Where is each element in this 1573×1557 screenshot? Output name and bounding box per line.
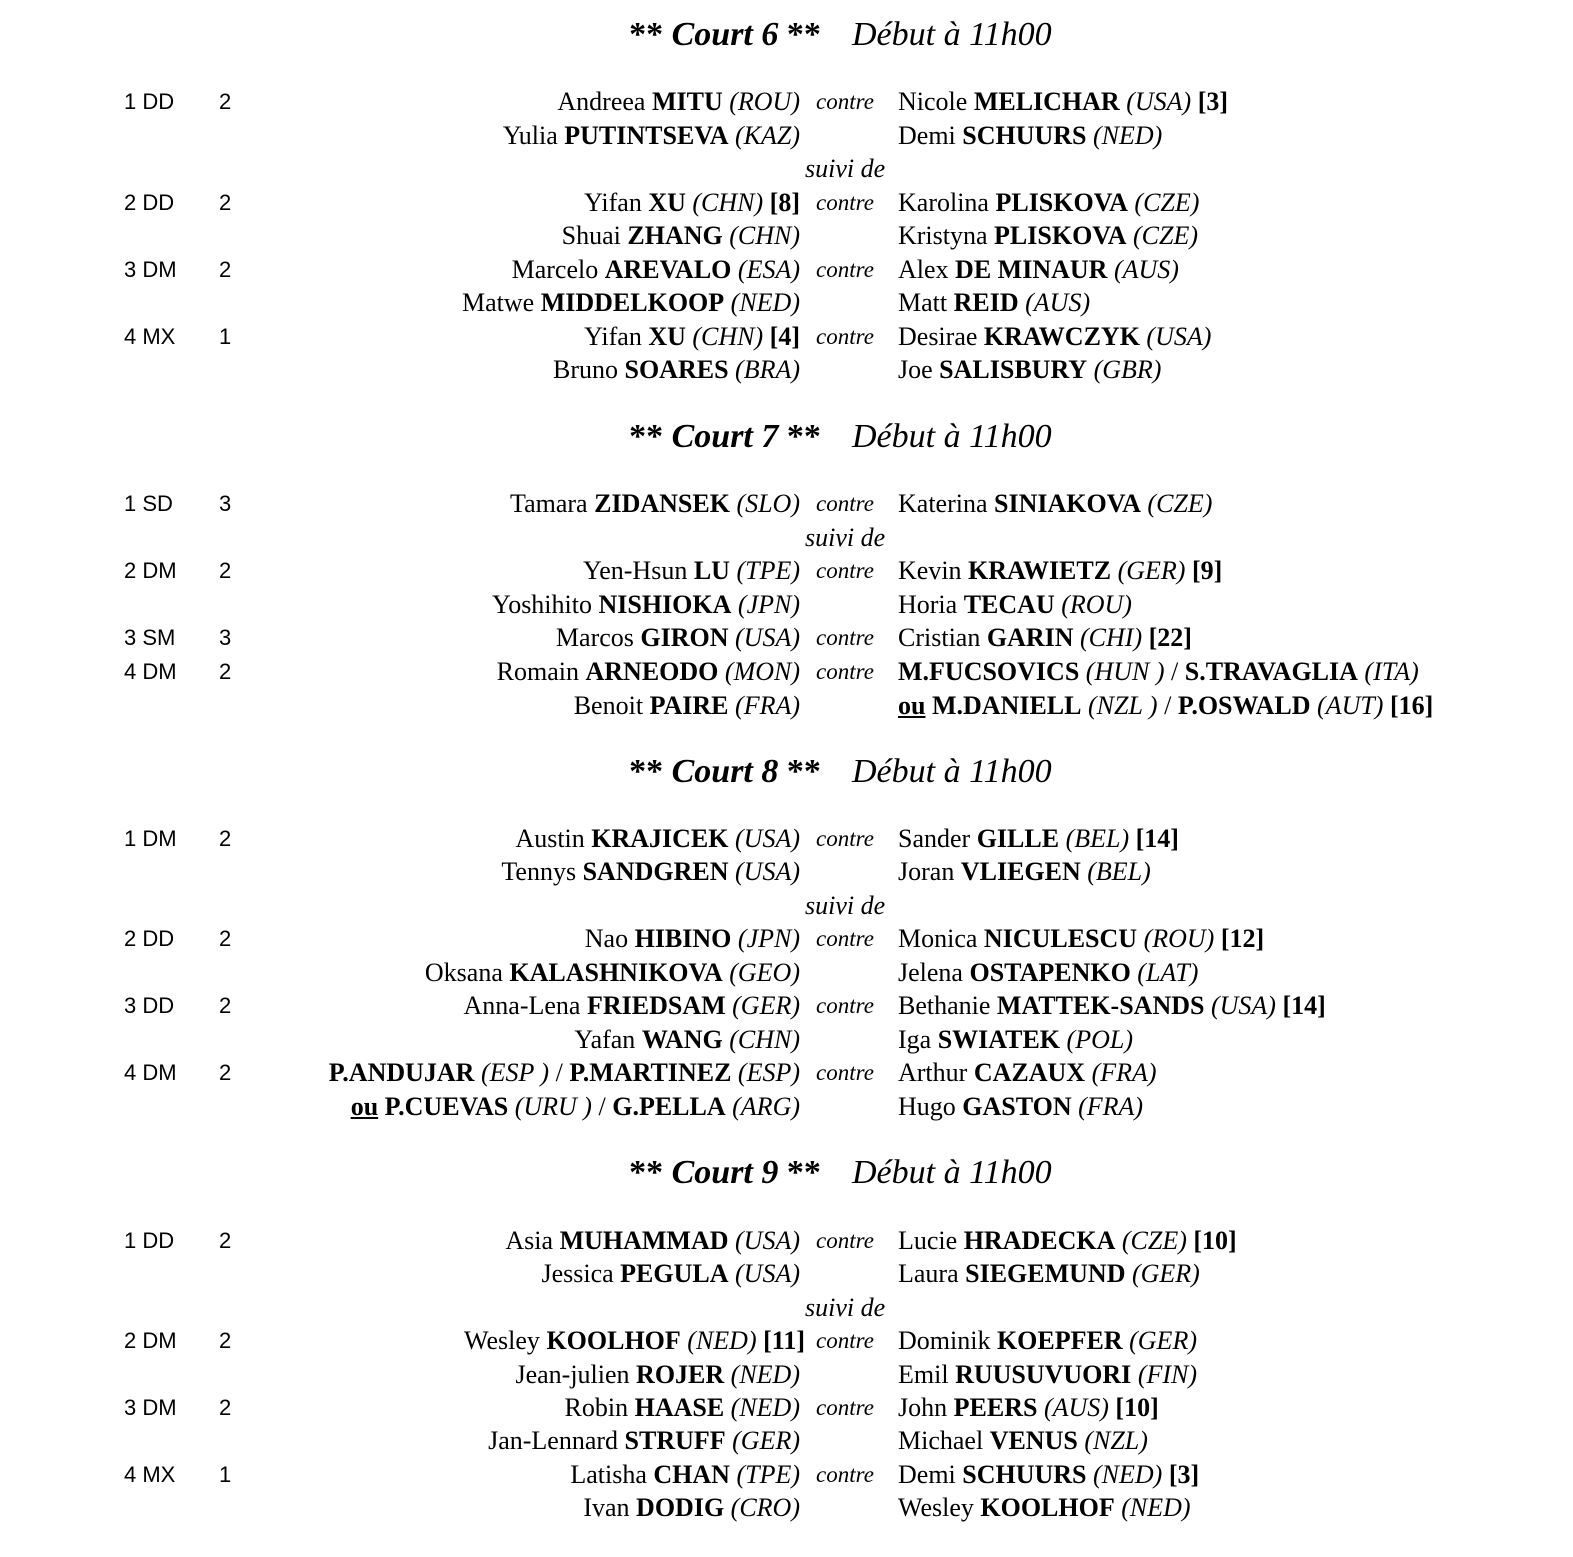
player-right: Dominik KOEPFER (GER) (898, 1326, 1197, 1355)
match-number: 3 DM (124, 1395, 177, 1420)
match-sets: 2 (219, 190, 232, 215)
player-left: Jan-Lennard STRUFF (GER) (488, 1426, 800, 1455)
match-row (0, 990, 1573, 1022)
match-row (0, 86, 1573, 118)
match-row-partner (0, 1425, 1573, 1457)
match-number: 3 DD (124, 993, 175, 1018)
match-number: 2 DM (124, 558, 177, 583)
player-right: Horia TECAU (ROU) (898, 590, 1132, 619)
contre-label: contre (816, 993, 874, 1018)
match-row (0, 488, 1573, 520)
match-sets: 2 (219, 659, 232, 684)
team-left-alternative: ou P.CUEVAS (URU ) / G.PELLA (ARG) (350, 1092, 800, 1121)
player-left: Asia MUHAMMAD (USA) (505, 1226, 800, 1255)
match-row-partner (0, 1024, 1573, 1056)
match-number: 2 DD (124, 926, 175, 951)
player-left: Marcos GIRON (USA) (555, 623, 800, 652)
match-number: 4 MX (124, 1462, 176, 1487)
match-sets: 2 (219, 89, 232, 114)
player-right: Matt REID (AUS) (898, 288, 1091, 317)
match-number: 4 DM (124, 1060, 177, 1085)
player-left: Yifan XU (CHN) [4] (584, 322, 800, 351)
match-row (0, 823, 1573, 855)
player-left: Yulia PUTINTSEVA (KAZ) (502, 121, 800, 150)
match-row (0, 187, 1573, 219)
player-right: Wesley KOOLHOF (NED) (898, 1493, 1191, 1522)
match-number: 4 DM (124, 659, 177, 684)
player-right: Hugo GASTON (FRA) (898, 1092, 1144, 1121)
match-number: 4 MX (124, 324, 176, 349)
court-7-header (0, 418, 1573, 458)
match-number: 3 SM (124, 625, 176, 650)
match-sets: 2 (219, 993, 232, 1018)
player-right: Kevin KRAWIETZ (GER) [9] (898, 556, 1223, 585)
start-time: Début à 11h00 (852, 418, 1052, 455)
match-row (0, 1057, 1573, 1089)
player-right: Katerina SINIAKOVA (CZE) (898, 489, 1213, 518)
match-sets: 2 (219, 257, 232, 282)
player-right: Bethanie MATTEK-SANDS (USA) [14] (898, 991, 1326, 1020)
player-right: Demi SCHUURS (NED) (898, 121, 1163, 150)
contre-label: contre (816, 558, 874, 583)
match-sets: 1 (219, 1462, 232, 1487)
match-row (0, 321, 1573, 353)
player-left: Yoshihito NISHIOKA (JPN) (492, 590, 800, 619)
player-left: Oksana KALASHNIKOVA (GEO) (424, 958, 800, 987)
player-right: Emil RUUSUVUORI (FIN) (898, 1360, 1198, 1389)
court-8-header (0, 753, 1573, 793)
match-row-partner (0, 1091, 1573, 1123)
player-right: Joran VLIEGEN (BEL) (898, 857, 1151, 886)
match-sets: 2 (219, 1060, 232, 1085)
court-title: ** Court 7 ** (629, 418, 821, 455)
match-sets: 2 (219, 926, 232, 951)
match-row-partner (0, 1359, 1573, 1391)
player-left: Yen-Hsun LU (TPE) (583, 556, 800, 585)
player-right: John PEERS (AUS) [10] (898, 1393, 1159, 1422)
suivi-de-row (0, 153, 1573, 185)
contre-label: contre (816, 190, 874, 215)
player-right: Cristian GARIN (CHI) [22] (898, 623, 1192, 652)
player-right: Lucie HRADECKA (CZE) [10] (898, 1226, 1237, 1255)
player-left: Ivan DODIG (CRO) (583, 1493, 800, 1522)
ou-label: ou (898, 691, 926, 720)
player-right: Sander GILLE (BEL) [14] (898, 824, 1179, 853)
player-right: Nicole MELICHAR (USA) [3] (898, 87, 1229, 116)
match-sets: 2 (219, 1328, 232, 1353)
court-title: ** Court 8 ** (629, 753, 821, 790)
start-time: Début à 11h00 (852, 1154, 1052, 1191)
match-sets: 3 (219, 491, 232, 516)
contre-label: contre (816, 1462, 874, 1487)
match-row-partner (0, 354, 1573, 386)
contre-label: contre (816, 926, 874, 951)
player-right: Desirae KRAWCZYK (USA) (898, 322, 1212, 351)
player-left: Tennys SANDGREN (USA) (501, 857, 800, 886)
match-sets: 2 (219, 826, 232, 851)
player-left: Jessica PEGULA (USA) (541, 1259, 800, 1288)
match-row (0, 923, 1573, 955)
match-row-partner (0, 856, 1573, 888)
player-left: Shuai ZHANG (CHN) (561, 221, 800, 250)
court-title: ** Court 6 ** (629, 16, 821, 53)
suivi-de-row (0, 1292, 1573, 1324)
suivi-de-label: suivi de (805, 891, 886, 920)
match-number: 1 DD (124, 1228, 175, 1253)
match-sets: 2 (219, 1228, 232, 1253)
match-number: 2 DM (124, 1328, 177, 1353)
match-row (0, 254, 1573, 286)
player-left: Austin KRAJICEK (USA) (515, 824, 800, 853)
player-right: Demi SCHUURS (NED) [3] (898, 1460, 1200, 1489)
match-row (0, 656, 1573, 688)
match-row (0, 1459, 1573, 1491)
ou-label: ou (350, 1092, 379, 1121)
player-left: Robin HAASE (NED) (564, 1393, 800, 1422)
player-left: Jean-julien ROJER (NED) (515, 1360, 800, 1389)
contre-label: contre (816, 1228, 874, 1253)
player-left: Romain ARNEODO (MON) (496, 657, 800, 686)
match-row-partner (0, 957, 1573, 989)
player-right: Joe SALISBURY (GBR) (898, 355, 1162, 384)
match-row (0, 1325, 1573, 1357)
player-left: Latisha CHAN (TPE) (570, 1460, 800, 1489)
player-left: Matwe MIDDELKOOP (NED) (462, 288, 800, 317)
contre-label: contre (816, 1328, 874, 1353)
match-row (0, 1392, 1573, 1424)
suivi-de-label: suivi de (805, 1293, 886, 1322)
match-row (0, 555, 1573, 587)
contre-label: contre (816, 659, 874, 684)
player-right: Kristyna PLISKOVA (CZE) (898, 221, 1198, 250)
match-row-partner (0, 690, 1573, 722)
match-sets: 2 (219, 1395, 232, 1420)
player-left: Anna-Lena FRIEDSAM (GER) (463, 991, 800, 1020)
player-right: Karolina PLISKOVA (CZE) (898, 188, 1200, 217)
start-time: Début à 11h00 (852, 753, 1052, 790)
player-right: Alex DE MINAUR (AUS) (898, 255, 1179, 284)
contre-label: contre (816, 89, 874, 114)
team-right: M.FUCSOVICS (HUN ) / S.TRAVAGLIA (ITA) (898, 657, 1419, 686)
player-right: Monica NICULESCU (ROU) [12] (898, 924, 1265, 953)
player-right: Iga SWIATEK (POL) (898, 1025, 1133, 1054)
match-number: 3 DM (124, 257, 177, 282)
court-title: ** Court 9 ** (629, 1154, 821, 1191)
player-right: Laura SIEGEMUND (GER) (898, 1259, 1200, 1288)
match-number: 1 SD (124, 491, 173, 516)
contre-label: contre (816, 324, 874, 349)
match-number: 2 DD (124, 190, 175, 215)
court-6-header (0, 16, 1573, 56)
player-left: Bruno SOARES (BRA) (552, 355, 800, 384)
team-left: P.ANDUJAR (ESP ) / P.MARTINEZ (ESP) (328, 1058, 800, 1087)
match-sets: 3 (219, 625, 232, 650)
player-right: Jelena OSTAPENKO (LAT) (898, 958, 1199, 987)
match-sets: 2 (219, 558, 232, 583)
player-left: Benoit PAIRE (FRA) (573, 691, 800, 720)
contre-label: contre (816, 625, 874, 650)
match-number: 1 DM (124, 826, 177, 851)
player-left: Andreea MITU (ROU) (557, 87, 800, 116)
player-left: Nao HIBINO (JPN) (584, 924, 800, 953)
match-row (0, 622, 1573, 654)
match-number: 1 DD (124, 89, 175, 114)
match-row-partner (0, 120, 1573, 152)
player-left: Yifan XU (CHN) [8] (584, 188, 800, 217)
contre-label: contre (816, 1395, 874, 1420)
contre-label: contre (816, 257, 874, 282)
suivi-de-row (0, 890, 1573, 922)
contre-label: contre (816, 491, 874, 516)
court-9-header (0, 1154, 1573, 1194)
match-row-partner (0, 287, 1573, 319)
match-row-partner (0, 589, 1573, 621)
player-left: Yafan WANG (CHN) (574, 1025, 800, 1054)
suivi-de-label: suivi de (805, 523, 886, 552)
match-sets: 1 (219, 324, 232, 349)
match-row-partner (0, 1492, 1573, 1524)
suivi-de-row (0, 522, 1573, 554)
player-left: Wesley KOOLHOF (NED) [11] (464, 1326, 805, 1355)
team-right-alternative: ou M.DANIELL (NZL ) / P.OSWALD (AUT) [16] (898, 691, 1434, 720)
contre-label: contre (816, 1060, 874, 1085)
start-time: Début à 11h00 (852, 16, 1052, 53)
player-right: Arthur CAZAUX (FRA) (898, 1058, 1157, 1087)
match-row-partner (0, 220, 1573, 252)
contre-label: contre (816, 826, 874, 851)
player-left: Marcelo AREVALO (ESA) (511, 255, 800, 284)
match-row (0, 1225, 1573, 1257)
player-left: Tamara ZIDANSEK (SLO) (510, 489, 800, 518)
suivi-de-label: suivi de (805, 154, 886, 183)
player-right: Michael VENUS (NZL) (898, 1426, 1148, 1455)
match-row-partner (0, 1258, 1573, 1290)
